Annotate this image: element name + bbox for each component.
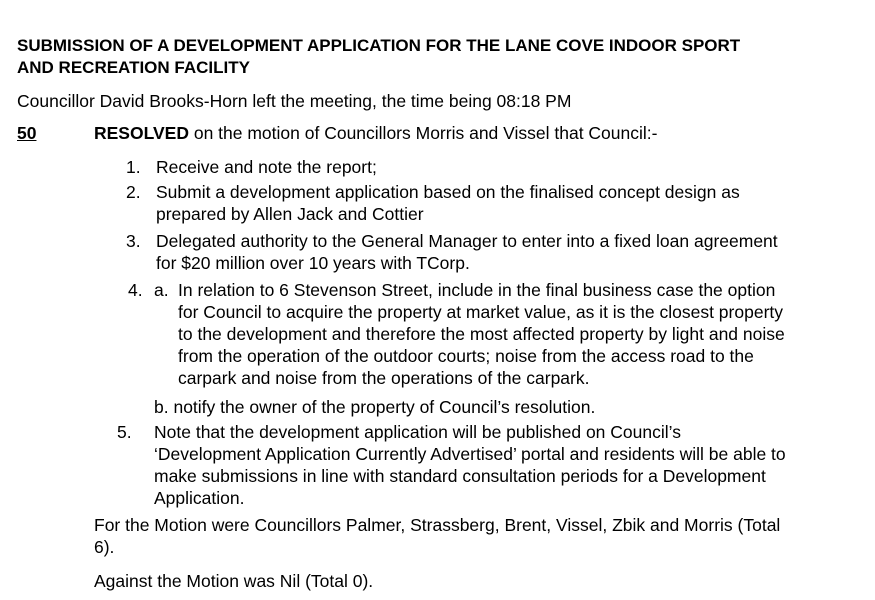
item-line: Submit a development application based on the finalised concept design as [156,182,740,202]
minute-number: 50 [17,123,37,143]
vote-against-line: Against the Motion was Nil (Total 0). [94,571,374,591]
item-line: Application. [154,488,245,508]
resolution-intro [94,122,657,144]
vote-against [94,570,854,592]
resolution-item-5 [117,421,786,509]
item-line: Delegated authority to the General Manager to enter into a fixed loan agreement [156,231,778,251]
resolution-item-4 [128,279,785,389]
resolution-item-1 [126,156,377,178]
item-line: make submissions in line with standard consultation periods for a Development [154,466,766,486]
heading-line-2: AND RECREATION FACILITY [17,58,250,77]
item-number: 3. [126,231,141,251]
item-line: from the operation of the outdoor courts; noise from the access road to the [178,346,754,366]
item-number: 2. [126,182,141,202]
resolution-text: on the motion of Councillors Morris and Vissel that Council:- [188,123,658,143]
item-line: carpark and noise from the operations of the carpark. [178,368,590,388]
item-line: In relation to 6 Stevenson Street, include in the final business case the option [178,280,776,300]
item-number: 5. [117,422,132,442]
item-number: 4. [128,280,143,300]
resolution-item-3 [126,230,778,274]
resolved-keyword: RESOLVED [94,123,189,143]
vote-for [94,514,854,558]
heading-line-1: SUBMISSION OF A DEVELOPMENT APPLICATION FOR THE LANE COVE INDOOR SPORT [17,36,741,55]
sub-item-b-text: b. notify the owner of the property of Council’s resolution. [154,397,596,417]
item-line: for $20 million over 10 years with TCorp. [156,253,470,273]
item-line: for Council to acquire the property at market value, as it is the closest property [178,302,784,322]
vote-for-line: 6). [94,537,115,557]
vote-for-line: For the Motion were Councillors Palmer, Strassberg, Brent, Vissel, Zbik and Morris (Total [94,515,781,535]
sub-item-a-label: a. [154,280,169,300]
item-heading [17,35,847,79]
item-line: Receive and note the report; [156,157,377,177]
item-line: Note that the development application will be published on Council’s [154,422,681,442]
item-number: 1. [126,157,141,177]
item-line: ‘Development Application Currently Advertised’ portal and residents will be able to [154,444,786,464]
resolution-item-2 [126,181,740,225]
item-line: to the development and therefore the most affected property by light and noise [178,324,785,344]
item-line: prepared by Allen Jack and Cottier [156,204,424,224]
councillor-departure-note: Councillor David Brooks-Horn left the meeting, the time being 08:18 PM [17,91,572,111]
resolution-item-4b [154,396,595,418]
